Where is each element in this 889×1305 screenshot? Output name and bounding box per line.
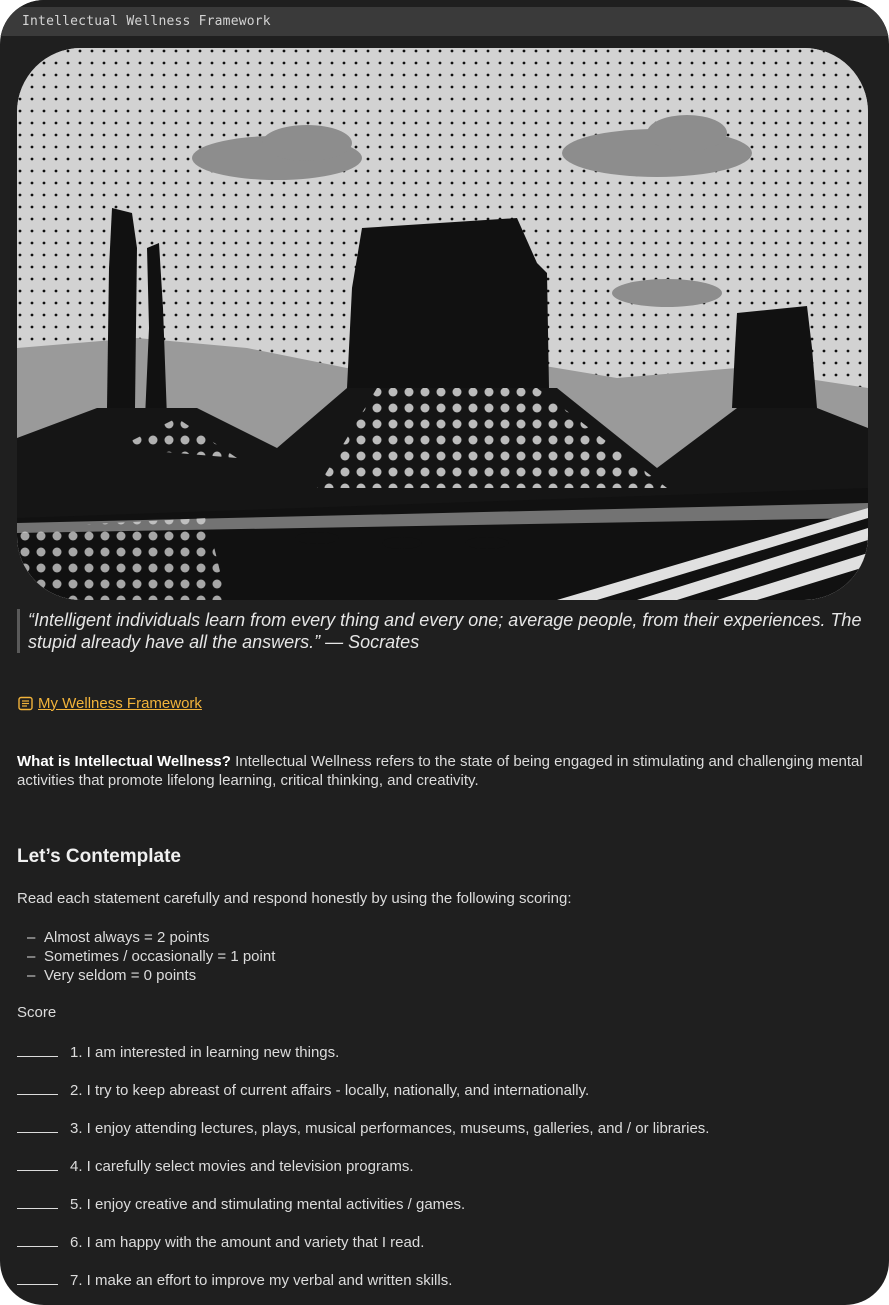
document-icon	[18, 696, 33, 711]
scoring-list	[27, 928, 275, 985]
section-heading: Let’s Contemplate	[17, 846, 181, 867]
score-blank[interactable]	[17, 1232, 58, 1247]
quote-block: “Intelligent individuals learn from every thing and every one; average people, from their experiences. The stupid already have all the answers.” — Socrates	[17, 609, 888, 653]
statement-row: 1. I am interested in learning new things.	[17, 1042, 339, 1061]
list-item: – Almost always = 2 points	[27, 929, 210, 946]
statement-row: 6. I am happy with the amount and variety that I read.	[17, 1232, 424, 1251]
statement-row: 2. I try to keep abreast of current affairs - locally, nationally, and internationally.	[17, 1080, 589, 1099]
wellness-framework-link[interactable]: My Wellness Framework	[38, 694, 202, 712]
statement-row: 5. I enjoy creative and stimulating mental activities / games.	[17, 1194, 465, 1213]
window-top-edge	[0, 0, 889, 7]
score-blank[interactable]	[17, 1118, 58, 1133]
list-item: – Very seldom = 0 points	[27, 967, 197, 984]
statement-row: 4. I carefully select movies and television programs.	[17, 1156, 413, 1175]
intro-text: Intellectual Wellness refers to the state of being engaged in stimulating and challenging mental activities that promote lifelong learning, critical thinking, and creativity.	[17, 753, 863, 789]
intro-paragraph	[17, 752, 877, 790]
statement-row: 3. I enjoy attending lectures, plays, musical performances, museums, galleries, and / or libraries.	[17, 1118, 709, 1137]
instructions-text: Read each statement carefully and respond honestly by using the following scoring:	[17, 890, 572, 907]
list-item: – Sometimes / occasionally = 1 point	[27, 948, 276, 965]
window-title: Intellectual Wellness Framework	[22, 14, 271, 29]
monument-valley-halftone-image	[17, 48, 868, 600]
intro-label: What is Intellectual Wellness?	[17, 753, 231, 770]
statement-row: 7. I make an effort to improve my verbal and written skills.	[17, 1270, 452, 1289]
score-label: Score	[17, 1004, 57, 1021]
score-blank[interactable]	[17, 1042, 58, 1057]
title-bar	[0, 7, 889, 36]
wellness-framework-link-row[interactable]	[18, 693, 202, 713]
score-blank[interactable]	[17, 1194, 58, 1209]
cover-image	[17, 48, 868, 600]
score-blank[interactable]	[17, 1270, 58, 1285]
score-blank[interactable]	[17, 1156, 58, 1171]
score-blank[interactable]	[17, 1080, 58, 1095]
